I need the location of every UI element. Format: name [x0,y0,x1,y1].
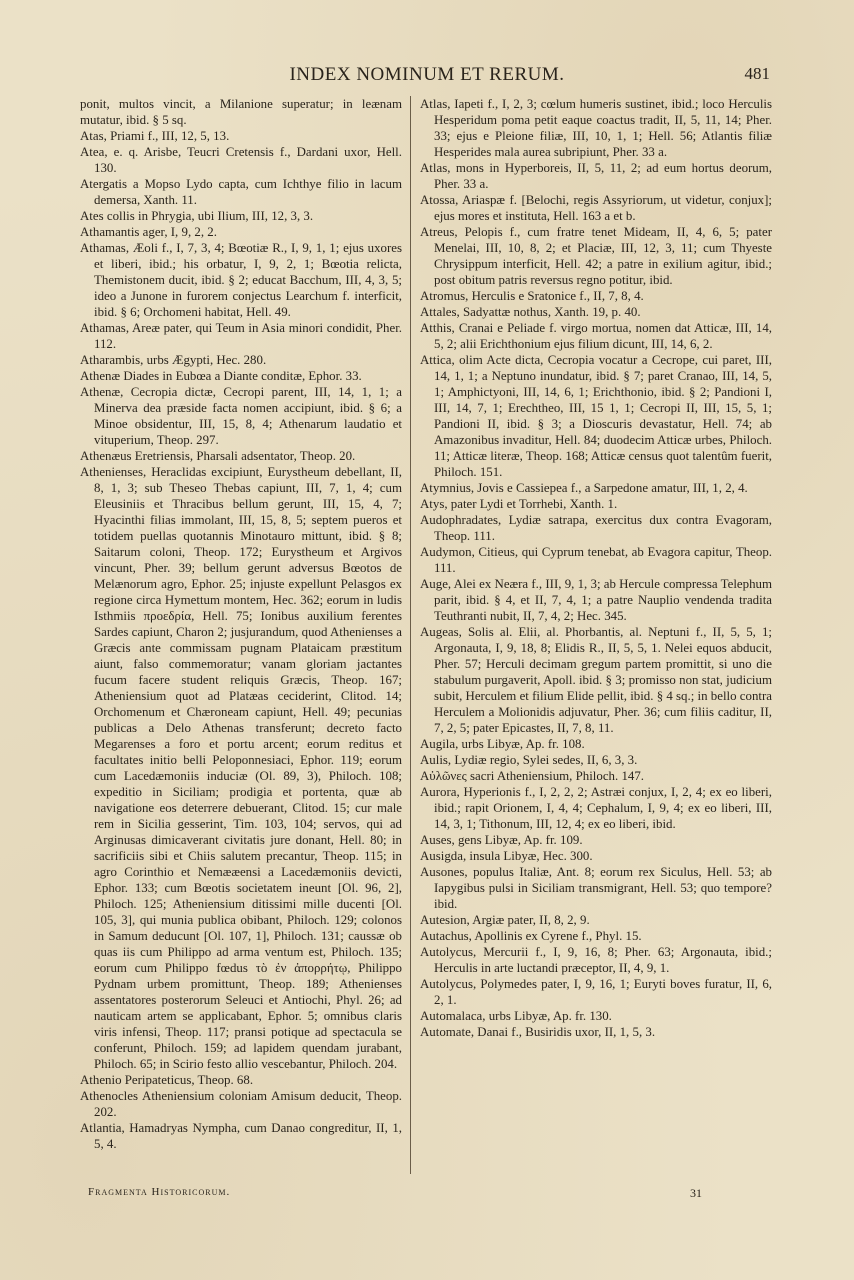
sheet-number: 31 [690,1186,702,1200]
index-entry: Atergatis a Mopso Lydo capta, cum Ichthye filio in lacum demersa, Xanth. 11. [80,177,402,207]
index-entry: Athenæ Diades in Eubœa a Diante conditæ, Ephor. 33. [80,369,362,383]
index-entry: Aurora, Hyperionis f., I, 2, 2, 2; Astræi conjux, I, 2, 4; ex eo liberi, ibid.; rapit Orionem, I, 4, 4; Cephalum, I, 9, 4; ex eo liberi, III, 14, 3, 1; Tithonum, III, 12, 4; ex eo liberi, ibid. [420,785,772,831]
index-entry: Augila, urbs Libyæ, Ap. fr. 108. [420,737,585,751]
index-entry: Atossa, Ariaspæ f. [Belochi, regis Assyriorum, ut videtur, conjux]; ejus mores et instituta, Hell. 163 a et b. [420,193,772,223]
index-entry: Atlantia, Hamadryas Nympha, cum Danao congreditur, II, 1, 5, 4. [80,1121,402,1151]
page-number: 481 [744,64,770,83]
index-entry: Athenæus Eretriensis, Pharsali adsentator, Theop. 20. [80,449,356,463]
column-divider [410,96,411,1174]
index-entry: Atlas, Iapeti f., I, 2, 3; cœlum humeris sustinet, ibid.; loco Herculis Hesperidum poma petit eaque coactus tradit, II, 5, 11, 14; Pher. 33; ejus e Pleione filiæ, III, 10, 1, 1; Hell. 56; Atlantis filiæ Hesperides mala aurea subripiunt, Pher. 33 a. [420,97,772,159]
index-entry: Autolycus, Mercurii f., I, 9, 16, 8; Pher. 63; Argonauta, ibid.; Herculis in arte luctandi præceptor, II, 4, 9, 1. [420,945,772,975]
index-entry: Ates collis in Phrygia, ubi Ilium, III, 12, 3, 3. [80,209,314,223]
index-entry: Augeas, Solis al. Elii, al. Phorbantis, al. Neptuni f., II, 5, 5, 1; Argonauta, I, 9, 18, 8; Elidis R., II, 5, 5, 1. Nelei equos abducit, Pher. 57; Herculi decimam gregum partem promittit, si uno die stabulum purgaverit, Apoll. ibid. § 3; promisso non stat, judicium subit, Herculem et filium Elide pellit, ibid. § 4 sq.; in bello contra Herculem a Molionidis adjuvatur, Pher. 36; cum filiis caditur, II, 7, 2, 5; pater Epicastes, II, 7, 8, 11. [420,625,772,735]
index-entry: Ausones, populus Italiæ, Ant. 8; eorum rex Siculus, Hell. 53; ab Iapygibus pulsi in Siciliam transmigrant, Hell. 53; quo tempore? ibid. [420,865,772,911]
index-entry: Atthis, Cranai e Peliade f. virgo mortua, nomen dat Atticæ, III, 14, 5, 2; alii Erichthonium ejus filium dicunt, III, 14, 6, 2. [420,321,772,351]
signature-mark: Fragmenta Historicorum. [88,1186,231,1198]
index-entry: Attica, olim Acte dicta, Cecropia vocatur a Cecrope, cui paret, III, 14, 1, 1; a Neptuno inundatur, ibid. § 7; paret Cranao, III, 14, 5, 1; Amphictyoni, III, 14, 6, 1; Erichthonio, ibid. § 2; Pandioni I, III, 14, 7, 1; Erechtheo, III, 15 1, 1; Cecropi II, III, 15, 5, 1; Pandioni II, ibid. § 3; a Dioscuris devastatur, Hell. 74; ab Amazonibus invaditur, Hell. 84; duodecim Atticæ urbes, Philoch. 11; Atticæ literæ, Theop. 168; Atticæ census quot talentûm fuerit, Philoch. 151. [420,353,772,479]
index-entry: Athenienses, Heraclidas excipiunt, Eurystheum debellant, II, 8, 1, 3; sub Theseo Thebas capiunt, III, 7, 1, 4; cum Eleusiniis et Thracibus bellum gerunt, III, 15, 4, 7; Hyacinthi filias immolant, III, 15, 8, 5; septem pueros et totidem puellas quotannis Minotauro mittunt, ibid. § 8; Saitarum coloni, Theop. 172; Eurystheum et Argivos vincunt, Pher. 39; bellum gerunt adversus Bœotos de Melænorum agro, Ephor. 25; injuste expellunt Pelasgos ex regione circa Hymettum montem, Hec. 362; eorum in ludis Isthmiis προεδρία, Hell. 75; Ionibus auxilium ferentes Sardes capiunt, Charon 2; jusjurandum, quod Athenienses a Græcis ante commissam pugnam Plataicam præstitum aiunt, falso commemoratur; vanam gloriam jactantes fucum facere student reliquis Græcis, Theop. 167; Atheniensium quot ad Platæas ceciderint, Clitod. 14; Orchomenum et Chæroneam capiunt, Hell. 49; pecunias publicas a Delo Athenas transferunt; decreto facto Megarenses a foro et portu arcent; eorum reditus et facultates initio belli Peloponnesiaci, Ephor. 119; eorum cum Lacedæmoniis induciæ (Ol. 89, 3), Philoch. 108; expeditio in Siciliam; prodigia et portenta, quæ ab navigatione eos deterrere debuerant, Clitod. 15; cur male rem in Sicilia gesserint, Tim. 103, 104; servos, qui ad Arginusas dimicaverant civitatis jure donant, Hell. 80; in sacrificiis sibi et Chiis salutem precantur, Theop. 115; in agro Corinthio et Nemææensi a Lacedæmoniis devicti, Ephor. 133; cum Bœotis societatem ineunt [Ol. 96, 2], Philoch. 125; Atheniensium ditissimi mille ducenti [Ol. 105, 3], qui munia publica obibant, Philoch. 129; colonos in Samum deducunt [Ol. 107, 1], Philoch. 131; caussæ ob quas iis cum Philippo ad arma ventum est, Philoch. 135; eorum cum Philippo fœdus τὸ ἐν ἀπορρήτῳ, Philippo Pydnam urbem promittunt, Theop. 189; Athenienses assentatores posterorum Seleuci et Antiochi, Phyl. 26; ad nauticam artem se applicabant, Ephor. 5; omnibus claris viris infensi, Theop. 117; pransi potique ad spectacula se conferunt, Philoch. 159; ad lapidem quendam jurabant, Philoch. 65; in Scirio festo allio vescebantur, Philoch. 204. [80,465,402,1071]
index-entry: Automate, Danai f., Busiridis uxor, II, 1, 5, 3. [420,1025,656,1039]
right-column [420,96,772,1040]
left-column [80,96,402,1152]
index-entry: Attales, Sadyattæ nothus, Xanth. 19, p. 40. [420,305,641,319]
index-entry: Atharambis, urbs Ægypti, Hec. 280. [80,353,267,367]
index-entry: Athenio Peripateticus, Theop. 68. [80,1073,254,1087]
index-entry: Atlas, mons in Hyperboreis, II, 5, 11, 2; ad eum hortus deorum, Pher. 33 a. [420,161,772,191]
index-entry: Athamas, Areæ pater, qui Teum in Asia minori condidit, Pher. 112. [80,321,402,351]
index-entry: Atea, e. q. Arisbe, Teucri Cretensis f., Dardani uxor, Hell. 130. [80,145,402,175]
index-entry: ponit, multos vincit, a Milanione superatur; in leænam mutatur, ibid. § 5 sq. [80,97,402,127]
index-entry: Αὐλῶνες sacri Atheniensium, Philoch. 147. [420,769,644,783]
index-entry: Athamantis ager, I, 9, 2, 2. [80,225,217,239]
index-entry: Atas, Priami f., III, 12, 5, 13. [80,129,230,143]
index-entry: Auge, Alei ex Neæra f., III, 9, 1, 3; ab Hercule compressa Telephum parit, ibid. § 4, et II, 7, 4, 1; a patre Nauplio vendenda tradita Teuthranti nubit, II, 7, 4, 2; Hec. 345. [420,577,772,623]
index-entry: Autachus, Apollinis ex Cyrene f., Phyl. 15. [420,929,642,943]
index-entry: Aulis, Lydiæ regio, Sylei sedes, II, 6, 3, 3. [420,753,638,767]
index-entry: Atreus, Pelopis f., cum fratre tenet Mideam, II, 4, 6, 5; pater Menelai, III, 10, 8, 2; et Placiæ, III, 12, 3, 11; cum Thyeste Chrysippum interficit, Hell. 42; a patre in exilium agitur, ibid.; post obitum patris reversus regno potitur, ibid. [420,225,772,287]
index-entry: Audophradates, Lydiæ satrapa, exercitus dux contra Evagoram, Theop. 111. [420,513,772,543]
index-entry: Athamas, Æoli f., I, 7, 3, 4; Bœotiæ R., I, 9, 1, 1; ejus uxores et liberi, ibid.; his orbatur, I, 9, 2, 1; Bœotia relicta, Themistonem ducit, ibid. § 2; educat Bacchum, III, 4, 3, 5; ideo a Junone in furorem conjectus Learchum f. interficit, ibid. § 6; Orchomeni habitat, Hell. 49. [80,241,402,319]
index-entry: Athenocles Atheniensium coloniam Amisum deducit, Theop. 202. [80,1089,402,1119]
index-entry: Audymon, Citieus, qui Cyprum tenebat, ab Evagora capitur, Theop. 111. [420,545,772,575]
running-title: INDEX NOMINUM ET RERUM. [289,64,565,85]
index-entry: Atymnius, Jovis e Cassiepea f., a Sarpedone amatur, III, 1, 2, 4. [420,481,748,495]
index-entry: Athenæ, Cecropia dictæ, Cecropi parent, III, 14, 1, 1; a Minerva dea præside facta nomen accipiunt, ibid. § 6; a Minoe obsidentur, III, 15, 8, 4; Athenarum laudatio et vituperium, Theop. 297. [80,385,402,447]
index-entry: Automalaca, urbs Libyæ, Ap. fr. 130. [420,1009,612,1023]
index-entry: Atromus, Herculis e Sratonice f., II, 7, 8, 4. [420,289,644,303]
index-entry: Auses, gens Libyæ, Ap. fr. 109. [420,833,583,847]
index-entry: Atys, pater Lydi et Torrhebi, Xanth. 1. [420,497,618,511]
index-entry: Autesion, Argiæ pater, II, 8, 2, 9. [420,913,590,927]
index-entry: Ausigda, insula Libyæ, Hec. 300. [420,849,593,863]
index-entry: Autolycus, Polymedes pater, I, 9, 16, 1; Euryti boves furatur, II, 6, 2, 1. [420,977,772,1007]
